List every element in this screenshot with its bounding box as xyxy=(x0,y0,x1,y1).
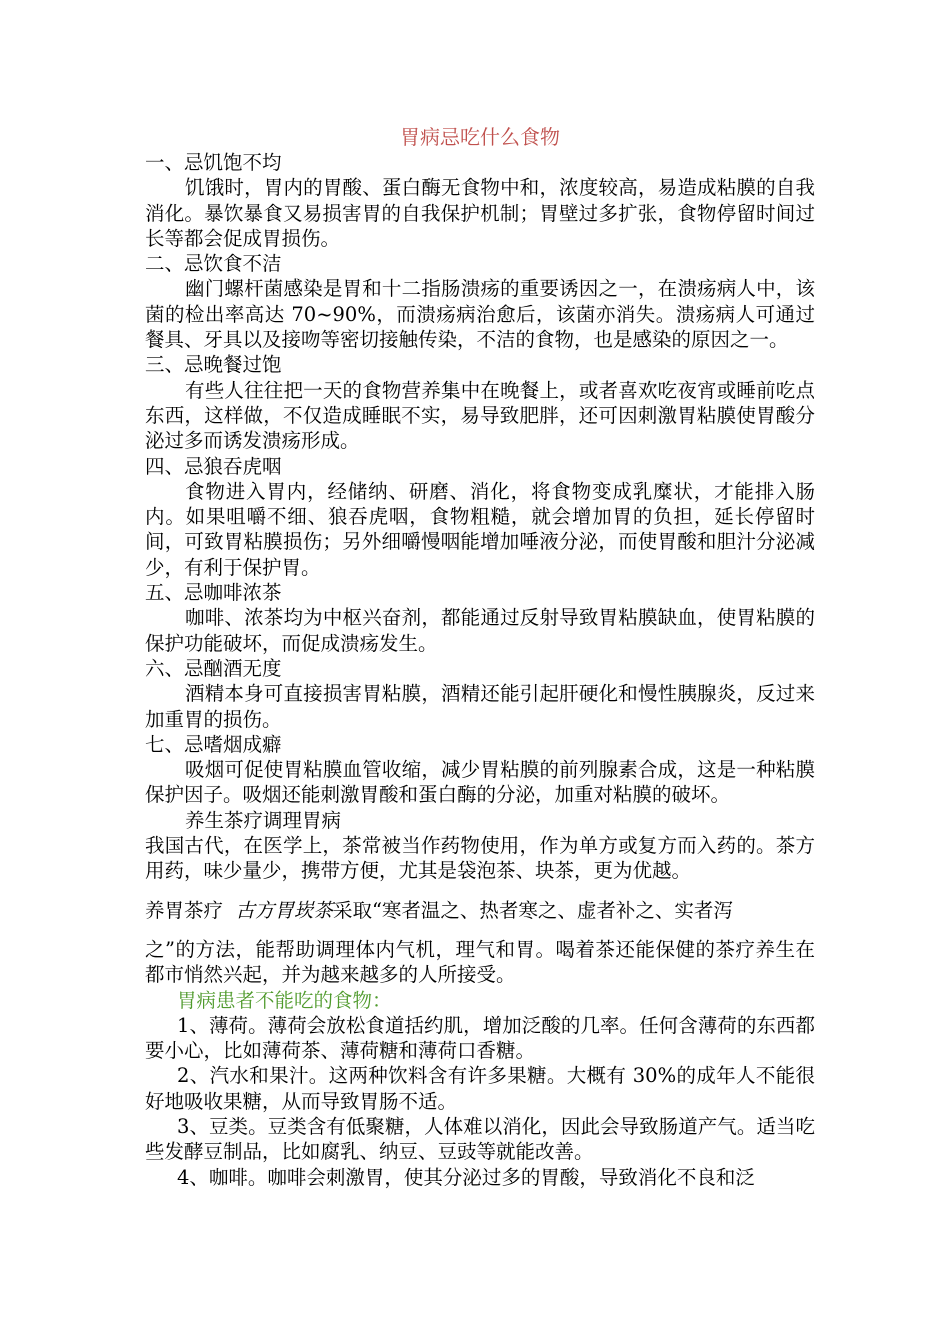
section-heading: 二、忌饮食不洁 xyxy=(145,252,282,276)
list-item: 2、汽水和果汁。这两种饮料含有许多果糖。大概有 30%的成年人不能很好地吸收果糖，从而导致胃肠不适。 xyxy=(145,1064,815,1113)
foods-section xyxy=(145,988,815,1190)
document-page xyxy=(145,124,815,1190)
section-3 xyxy=(145,352,815,453)
tea-prefix: 养胃茶疗 xyxy=(145,898,224,922)
section-heading: 四、忌狼吞虎咽 xyxy=(145,454,282,478)
section-heading: 六、忌酗酒无度 xyxy=(145,656,282,680)
section-7 xyxy=(145,732,815,808)
section-2 xyxy=(145,251,815,352)
section-heading: 一、忌饥饱不均 xyxy=(145,151,282,174)
section-1 xyxy=(145,150,815,251)
document-title: 胃病忌吃什么食物 xyxy=(400,125,560,149)
list-item: 3、豆类。豆类含有低聚糖，人体难以消化，因此会导致肠道产气。适当吃些发酵豆制品，比如腐乳、纳豆、豆豉等就能改善。 xyxy=(145,1114,815,1164)
tea-section xyxy=(145,808,815,988)
list-item: 4、咖啡。咖啡会刺激胃，使其分泌过多的胃酸，导致消化不良和泛 xyxy=(177,1165,755,1189)
tea-intro: 我国古代，在医学上，茶常被当作药物使用，作为单方或复方而入药的。茶方用药，味少量少，携带方便，尤其是袋泡茶、块茶，更为优越。 xyxy=(145,834,815,883)
section-body: 幽门螺杆菌感染是胃和十二指肠溃疡的重要诱因之一，在溃疡病人中，该菌的检出率高达 70~90%，而溃疡病治愈后，该菌亦消失。溃疡病人可通过餐具、牙具以及接吻等密切接触传染，不洁的食物，也是感染的原因之一。 xyxy=(145,277,815,352)
section-heading: 五、忌咖啡浓茶 xyxy=(145,581,282,605)
section-6 xyxy=(145,656,815,732)
list-item: 1、薄荷。薄荷会放松食道括约肌，增加泛酸的几率。任何含薄荷的东西都要小心，比如薄荷茶、薄荷糖和薄荷口香糖。 xyxy=(145,1013,815,1063)
section-heading: 七、忌嗜烟成癖 xyxy=(145,732,282,756)
tea-formula-text: 采取“寒者温之、热者寒之、虚者补之、实者泻 xyxy=(332,898,733,922)
foods-heading: 胃病患者不能吃的食物： xyxy=(177,988,392,1012)
tea-formula-name: 古方胃崁茶 xyxy=(235,898,333,922)
tea-formula-line xyxy=(145,898,815,923)
tea-subheading: 养生茶疗调理胃病 xyxy=(185,808,342,832)
tea-continued: 之”的方法，能帮助调理体内气机，理气和胃。喝着茶还能保健的茶疗养生在都市悄然兴起，并为越来越多的人所接受。 xyxy=(145,937,815,987)
section-5 xyxy=(145,580,815,656)
section-body: 酒精本身可直接损害胃粘膜，酒精还能引起肝硬化和慢性胰腺炎，反过来加重胃的损伤。 xyxy=(145,682,815,731)
section-body: 有些人往往把一天的食物营养集中在晚餐上，或者喜欢吃夜宵或睡前吃点东西，这样做，不仅造成睡眠不实，易导致肥胖，还可因刺激胃粘膜使胃酸分泌过多而诱发溃疡形成。 xyxy=(145,378,815,453)
section-4 xyxy=(145,454,815,580)
section-heading: 三、忌晚餐过饱 xyxy=(145,353,282,377)
section-body: 咖啡、浓茶均为中枢兴奋剂，都能通过反射导致胃粘膜缺血，使胃粘膜的保护功能破坏，而促成溃疡发生。 xyxy=(145,606,815,655)
section-body: 食物进入胃内，经储纳、研磨、消化，将食物变成乳糜状，才能排入肠内。如果咀嚼不细、狼吞虎咽，食物粗糙，就会增加胃的负担，延长停留时间，可致胃粘膜损伤；另外细嚼慢咽能增加唾液分泌，而使胃酸和胆汁分泌减少，有利于保护胃。 xyxy=(145,479,815,579)
section-body: 吸烟可促使胃粘膜血管收缩，减少胃粘膜的前列腺素合成，这是一种粘膜保护因子。吸烟还能刺激胃酸和蛋白酶的分泌，加重对粘膜的破坏。 xyxy=(145,758,815,807)
section-body: 饥饿时，胃内的胃酸、蛋白酶无食物中和，浓度较高，易造成粘膜的自我消化。暴饮暴食又易损害胃的自我保护机制；胃壁过多扩张，食物停留时间过长等都会促成胃损伤。 xyxy=(145,176,815,250)
